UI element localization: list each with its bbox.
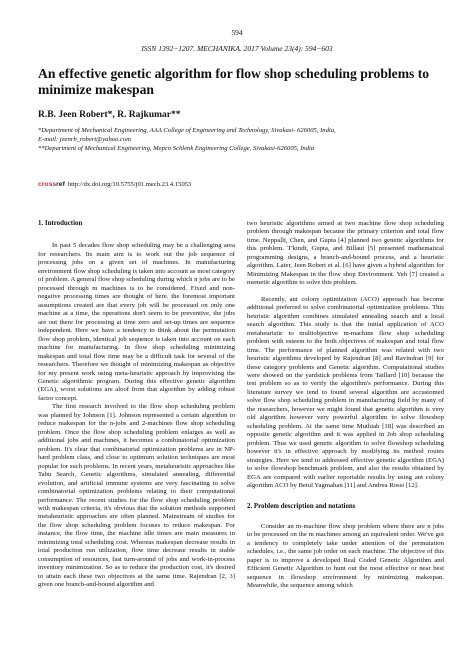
doi-link[interactable]: http://dx.doi.org/10.5755/j01.mech.23.4.15053: [67, 181, 192, 188]
author-list: R.B. Jeen Robert*, R. Rajkumar**: [38, 110, 181, 120]
crossref-logo[interactable]: crossref: [38, 181, 65, 188]
page-number: 594: [231, 28, 243, 37]
paragraph: In past 5 decades flow shop scheduling may be a challenging area for researchers. Its main aim is to work out the job sequence of processing jobs on a given set of machines. In manufacturing environment flow shop scheduling is taken into account as most category of problem. A general flow shop scheduling during which n jobs are to be processed through m machines is to be considered. Fixed and non-negative processing times are thought of here. the foremost important assumptions created are that every job will be processed on only one machine at a time, the operations don't seem to be preventive, the jobs are out there for processing at time zero and set-up times are sequence independent. Here we have a tendency to think about the permutation flow shop problem, identical job sequence is taken into account on each machine for manufacturing. In flow shop scheduling minimizing makespan and total flow time may be a difficult task for several of the researchers. Therefore we thought of minimizing makespan as objective for my present work using meta-heuristic approach by improvising the Genetic algorithmic program. During this effective genetic algorithm (EGA), worst solutions are aloof from that algorithm by adding robust factor concept.: [38, 242, 235, 402]
doi-row: [38, 181, 191, 188]
left-column: [38, 220, 235, 590]
author-email: E-mail: jeenrb_robert@yahoo.com: [38, 136, 131, 143]
affiliation-1: *Department of Mechanical Engineering, AAA College of Engineering and Technology, Sivakasi- 626005, India,: [38, 127, 336, 134]
paragraph: two heuristic algorithms aimed at two machine flow shop scheduling problem through makespan because the primary criterion and total flow time. Neppalli, Chen, and Gupta [4] planned two genetic algorithms for this problem. T'kindt, Gupta, and Billaut [5] presented mathematical programming designs, a branch-and-bound process, and a heuristic algorithm. Later, Jeen Robert et al. [6] have given a hybrid algorithm for Minimizing Makespan in the flow shop Environment. Yeh [7] created a memetic algorithm to solve this problem.: [247, 220, 444, 287]
journal-header: ISSN 1392−1207. MECHANIKA. 2017 Volume 23(4): 594−603: [141, 44, 333, 53]
section-heading-problem: 2. Problem description and notations: [247, 502, 356, 510]
section-heading-introduction: 1. Introduction: [38, 220, 83, 227]
paragraph: Recently, ant colony optimization (ACO) approach has become additional preferred to solve combinatorial optimization problems. This heuristic algorithm combines simulated annealing search and a local search algorithm. This study is that the initial application of ACO metaheuristic to multiobjective m-machine flow shop scheduling problem with esteem to the both objectives of makespan and total flow time. The performance of planned algorithm was related with two heuristic algorithms developed by Rajendran [8] and Ravindran [9] for these category problems and Genetic algorithm. Computational studies were showed on the yardstick problems from Taillard [10] because the test problem so as to verify the algorithm's performance. During this literature survey we tend to found several algorithm are accustomed solve flow shop scheduling problem in manufacturing field by many of the researchers, however we might found that genetic algorithm is very old algorithm however very powerful algorithm to solve flowshop scheduling problem. At the same time Muthiah [18] was described an opposite genetic algorithm and it was applied in Job shop scheduling problem. Thus we used genetic algorithm to solve flowshop scheduling however it's in effective approach by modifying its method routes strategies. Here we tend to addressed effective genetic algorithm (EGA) to solve flowshop benchmark problem, and also the results obtained by EGA are compared with earlier reportable results by using ant colony algorithm ACO by Betul Yagmahan [11] and Andrea Rossi [12].: [247, 295, 444, 490]
affiliation-2: **Department of Mechanical Engineering, Mepco Schlenk Engineering College, Sivakasi-626005, India: [38, 145, 315, 152]
paragraph: Consider an m-machine flow shop problem where there are n jobs to be processed on the m machines among an equivalent order. We've got a tendency to completely take under attention of the permutation schedules, i.e., the same job order on each machine. The objective of this paper is to improve a developed Real Coded Genetic Algorithm and Efficient Genetic Algorithm to hunt out the most effective or near best sequence in flowshop environment by minimizing makespan. Meanwhile, the sequence among which: [247, 523, 444, 590]
paper-title: An effective genetic algorithm for flow shop scheduling problems to minimize makespan: [38, 66, 430, 97]
paragraph: The first research involved to the flow shop scheduling problem was planned by Johnson [1]. Johnson represented a certain algorithm to reduce makespan for the n-jobs and 2-machines flow shop scheduling problem. Once the flow shop scheduling problem enlarges as well as additional jobs and machines, it becomes a combinatorial optimization problem. It's clear that combinatorial optimization problems are in NP-hard problem class, and close to optimum solution techniques are most popular for such problems. In recent years, metaheuristic approaches like Tabu Search, Genetic algorithms, simulated annealing, differential evolution, and artificial immune systems are very fascinating to solve combinatorial optimization problems relating to their computational performance. The recent studies for the flow shop scheduling problem with makespan criteria, it's obvious that the solution methods supported metaheuristic approaches are often planned. Mainstream of studies for the flow shop scheduling problem focuses to reduce makespan. For instance, the flow time, the machine idle times are main measures in minimizing total scheduling cost. Whereas makespan decrease results in total production run utilization, flow time decrease results in stable consumption of resources, fast turn-around of jobs and work-in-process inventory minimization. So as to reduce the production cost, it's desired to attain each these two objectives at the same time. Rajendran [2, 3] given one branch-and-bound algorithm and: [38, 403, 235, 589]
right-column: [247, 220, 444, 591]
